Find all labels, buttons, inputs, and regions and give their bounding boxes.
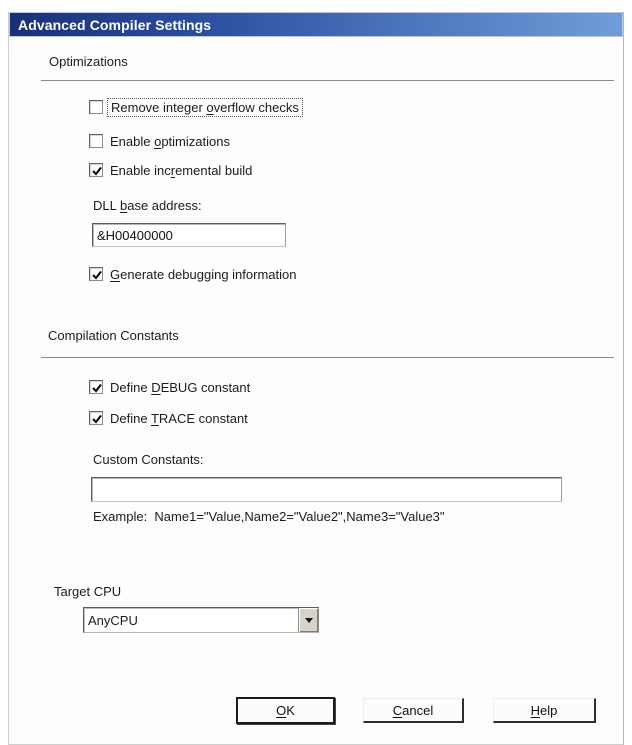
define-trace-checkbox-label[interactable]: Define TRACE constant <box>110 410 248 426</box>
dialog-title: Advanced Compiler Settings <box>18 16 212 33</box>
ok-button[interactable]: O K <box>236 697 335 724</box>
enable-optimizations-checkbox-label[interactable]: Enable optimizations <box>110 133 230 149</box>
generate-debug-info-checkbox[interactable] <box>89 267 103 281</box>
checkmark-icon <box>90 381 104 395</box>
remove-overflow-checkbox[interactable] <box>89 100 103 114</box>
incremental-build-checkbox-label[interactable]: Enable incremental build <box>110 162 253 178</box>
target-cpu-selected-value: AnyCPU <box>88 612 138 628</box>
dll-base-address-input[interactable] <box>92 223 286 247</box>
define-debug-checkbox-label[interactable]: Define DEBUG constant <box>110 379 251 395</box>
optimizations-separator <box>41 80 614 81</box>
checkmark-icon <box>90 164 104 178</box>
enable-optimizations-checkbox-row <box>89 133 230 149</box>
dll-base-address-label: DLL base address: <box>93 198 202 213</box>
incremental-build-checkbox[interactable] <box>89 163 103 177</box>
optimizations-section-label: Optimizations <box>49 54 128 69</box>
define-debug-checkbox-row <box>89 379 250 395</box>
custom-constants-example-text: Example: Name1="Value,Name2="Value2",Name3="Value3" <box>93 509 445 524</box>
advanced-compiler-settings-dialog <box>8 12 624 745</box>
incremental-build-checkbox-row <box>89 162 252 178</box>
define-trace-checkbox-row <box>89 410 248 426</box>
custom-constants-label: Custom Constants: <box>93 452 204 467</box>
dropdown-arrow-icon <box>305 618 313 627</box>
checkmark-icon <box>90 412 104 426</box>
remove-overflow-checkbox-row <box>89 99 303 115</box>
define-debug-checkbox[interactable] <box>89 380 103 394</box>
generate-debug-info-checkbox-row <box>89 266 296 282</box>
help-button[interactable]: H elp <box>493 698 596 723</box>
custom-constants-input[interactable] <box>91 477 562 502</box>
define-trace-checkbox[interactable] <box>89 411 103 425</box>
target-cpu-select[interactable] <box>83 607 319 633</box>
checkmark-icon <box>90 268 104 282</box>
target-cpu-dropdown-button[interactable] <box>298 608 318 632</box>
target-cpu-label: Target CPU <box>54 584 122 599</box>
cancel-button[interactable]: C ancel <box>363 698 464 723</box>
generate-debug-info-checkbox-label[interactable]: Generate debugging information <box>110 266 297 282</box>
compilation-constants-separator <box>41 357 614 358</box>
compilation-constants-section-label: Compilation Constants <box>48 328 179 343</box>
enable-optimizations-checkbox[interactable] <box>89 134 103 148</box>
dialog-title-bar <box>9 12 623 37</box>
remove-overflow-checkbox-label[interactable]: Remove integer overflow checks <box>107 98 303 117</box>
